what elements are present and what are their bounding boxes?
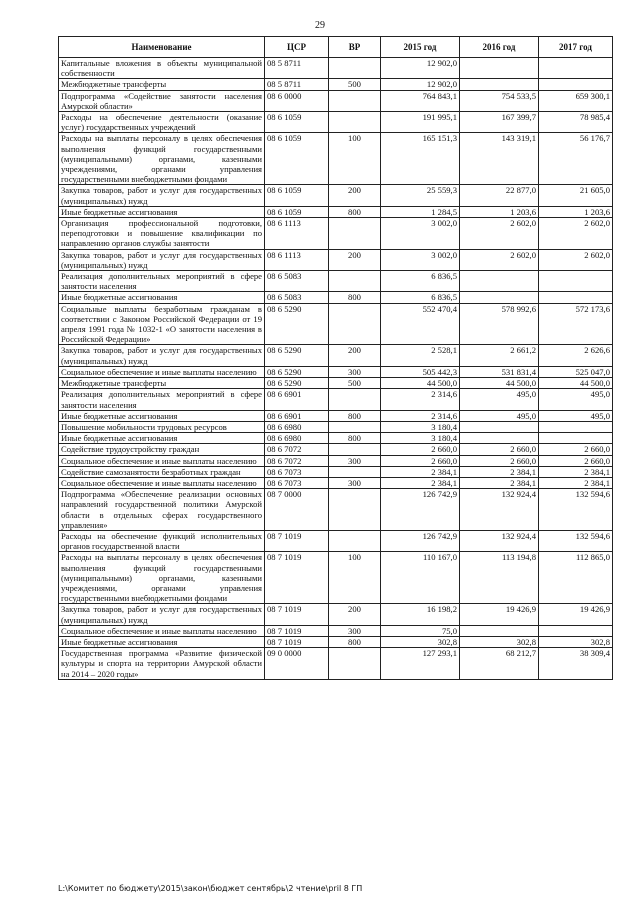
cell-y2016: 2 384,1 (460, 477, 539, 488)
cell-name: Капитальные вложения в объекты муниципальной собственности (59, 58, 265, 79)
cell-y2017: 495,0 (539, 410, 613, 421)
table-row (59, 433, 613, 444)
cell-y2015: 3 002,0 (381, 249, 460, 270)
table-row (59, 185, 613, 206)
cell-y2015: 2 384,1 (381, 466, 460, 477)
table-row (59, 530, 613, 551)
table-row (59, 477, 613, 488)
cell-name: Организация профессиональной подготовки, переподготовки и повышение квалификации по направлению органов службы занятости (59, 218, 265, 250)
cell-y2016 (460, 271, 539, 292)
cell-vr (329, 271, 381, 292)
cell-vr: 300 (329, 625, 381, 636)
cell-vr (329, 389, 381, 410)
cell-name: Иные бюджетные ассигнования (59, 206, 265, 217)
cell-y2017: 132 594,6 (539, 530, 613, 551)
cell-y2016 (460, 625, 539, 636)
cell-y2016: 754 533,5 (460, 90, 539, 111)
cell-y2017: 132 594,6 (539, 489, 613, 531)
table-row (59, 112, 613, 133)
cell-code: 08 6 1059 (265, 185, 329, 206)
cell-y2015: 12 902,0 (381, 79, 460, 90)
cell-y2015: 191 995,1 (381, 112, 460, 133)
cell-y2017: 572 173,6 (539, 303, 613, 345)
cell-y2015: 6 836,5 (381, 292, 460, 303)
cell-code: 08 6 1059 (265, 112, 329, 133)
table-row (59, 90, 613, 111)
cell-code: 08 6 6901 (265, 389, 329, 410)
cell-name: Повышение мобильности трудовых ресурсов (59, 421, 265, 432)
cell-y2016: 2 660,0 (460, 455, 539, 466)
cell-y2017 (539, 433, 613, 444)
header-2017: 2017 год (539, 37, 613, 58)
cell-y2016: 495,0 (460, 410, 539, 421)
table-row (59, 625, 613, 636)
header-2015: 2015 год (381, 37, 460, 58)
cell-y2015: 126 742,9 (381, 489, 460, 531)
cell-y2016: 2 384,1 (460, 466, 539, 477)
cell-vr: 100 (329, 552, 381, 604)
cell-vr (329, 489, 381, 531)
cell-y2015: 2 314,6 (381, 410, 460, 421)
cell-vr: 500 (329, 79, 381, 90)
cell-code: 08 5 8711 (265, 58, 329, 79)
cell-vr: 800 (329, 410, 381, 421)
cell-name: Расходы на обеспечение деятельности (оказание услуг) государственных учреждений (59, 112, 265, 133)
cell-y2017: 78 985,4 (539, 112, 613, 133)
cell-name: Иные бюджетные ассигнования (59, 410, 265, 421)
cell-y2016: 113 194,8 (460, 552, 539, 604)
cell-y2016: 22 877,0 (460, 185, 539, 206)
table-row (59, 292, 613, 303)
table-row (59, 552, 613, 604)
cell-y2015: 3 002,0 (381, 218, 460, 250)
cell-y2016 (460, 433, 539, 444)
cell-y2017: 659 300,1 (539, 90, 613, 111)
table-row (59, 345, 613, 366)
cell-code: 08 6 7072 (265, 455, 329, 466)
cell-y2016 (460, 58, 539, 79)
cell-y2017: 38 309,4 (539, 648, 613, 680)
cell-name: Иные бюджетные ассигнования (59, 292, 265, 303)
cell-y2017 (539, 58, 613, 79)
cell-vr: 200 (329, 249, 381, 270)
cell-y2015: 25 559,3 (381, 185, 460, 206)
cell-y2016: 19 426,9 (460, 604, 539, 625)
cell-name: Расходы на выплаты персоналу в целях обеспечения выполнения функций государственными (муниципальными) органами, казенными учреждениями, органами управления государственными внебюджетными фондами (59, 133, 265, 185)
cell-y2016: 2 660,0 (460, 444, 539, 455)
cell-y2016: 495,0 (460, 389, 539, 410)
cell-code: 08 6 1059 (265, 206, 329, 217)
cell-vr (329, 218, 381, 250)
cell-name: Социальное обеспечение и иные выплаты населению (59, 455, 265, 466)
table-row (59, 648, 613, 680)
cell-y2016 (460, 421, 539, 432)
cell-name: Иные бюджетные ассигнования (59, 433, 265, 444)
cell-y2017: 495,0 (539, 389, 613, 410)
cell-y2017: 2 384,1 (539, 466, 613, 477)
cell-y2015: 2 384,1 (381, 477, 460, 488)
cell-vr: 500 (329, 378, 381, 389)
cell-y2016: 143 319,1 (460, 133, 539, 185)
cell-code: 08 7 1019 (265, 625, 329, 636)
cell-name: Межбюджетные трансферты (59, 378, 265, 389)
cell-y2017: 56 176,7 (539, 133, 613, 185)
cell-y2015: 165 151,3 (381, 133, 460, 185)
cell-code: 08 6 0000 (265, 90, 329, 111)
table-row (59, 79, 613, 90)
cell-y2017 (539, 271, 613, 292)
cell-vr: 200 (329, 604, 381, 625)
table-row (59, 489, 613, 531)
cell-y2016 (460, 292, 539, 303)
cell-vr (329, 444, 381, 455)
cell-name: Подпрограмма «Обеспечение реализации основных направлений государственной политики Амурской области в отдельных сферах государственного управления» (59, 489, 265, 531)
cell-y2015: 1 284,5 (381, 206, 460, 217)
cell-y2015: 2 528,1 (381, 345, 460, 366)
cell-vr (329, 90, 381, 111)
cell-code: 08 6 5083 (265, 271, 329, 292)
cell-y2017 (539, 292, 613, 303)
cell-vr (329, 58, 381, 79)
cell-y2016: 68 212,7 (460, 648, 539, 680)
table-row (59, 206, 613, 217)
cell-name: Межбюджетные трансферты (59, 79, 265, 90)
cell-y2017: 2 384,1 (539, 477, 613, 488)
cell-code: 09 0 0000 (265, 648, 329, 680)
cell-vr (329, 530, 381, 551)
table-row (59, 466, 613, 477)
table-row (59, 218, 613, 250)
cell-code: 08 6 5290 (265, 345, 329, 366)
cell-name: Расходы на обеспечение функций исполнительных органов государственной власти (59, 530, 265, 551)
cell-y2017 (539, 421, 613, 432)
cell-y2016: 2 602,0 (460, 249, 539, 270)
cell-y2015: 127 293,1 (381, 648, 460, 680)
file-path-footer: L:\Комитет по бюджету\2015\закон\бюджет сентябрь\2 чтение\pril 8 ГП (58, 884, 363, 893)
cell-y2016: 578 992,6 (460, 303, 539, 345)
cell-code: 08 6 5290 (265, 303, 329, 345)
cell-vr: 800 (329, 292, 381, 303)
cell-y2015: 2 660,0 (381, 444, 460, 455)
cell-vr (329, 303, 381, 345)
cell-vr: 800 (329, 206, 381, 217)
cell-code: 08 6 6980 (265, 433, 329, 444)
cell-vr (329, 648, 381, 680)
cell-y2016: 132 924,4 (460, 530, 539, 551)
cell-name: Закупка товаров, работ и услуг для государственных (муниципальных) нужд (59, 185, 265, 206)
cell-y2015: 12 902,0 (381, 58, 460, 79)
cell-code: 08 7 1019 (265, 552, 329, 604)
cell-name: Социальное обеспечение и иные выплаты населению (59, 625, 265, 636)
cell-code: 08 7 1019 (265, 530, 329, 551)
header-vr: ВР (329, 37, 381, 58)
table-row (59, 58, 613, 79)
table-row (59, 604, 613, 625)
cell-y2017: 2 660,0 (539, 455, 613, 466)
cell-y2015: 16 198,2 (381, 604, 460, 625)
cell-y2015: 2 314,6 (381, 389, 460, 410)
cell-code: 08 6 1113 (265, 249, 329, 270)
cell-code: 08 6 6901 (265, 410, 329, 421)
cell-y2015: 44 500,0 (381, 378, 460, 389)
cell-y2017 (539, 625, 613, 636)
budget-table (58, 36, 613, 680)
cell-name: Содействие трудоустройству граждан (59, 444, 265, 455)
cell-y2017: 2 602,0 (539, 218, 613, 250)
table-row (59, 636, 613, 647)
cell-y2016: 2 602,0 (460, 218, 539, 250)
cell-y2016: 531 831,4 (460, 366, 539, 377)
cell-code: 08 6 5290 (265, 378, 329, 389)
cell-y2015: 126 742,9 (381, 530, 460, 551)
table-row (59, 249, 613, 270)
cell-vr: 300 (329, 366, 381, 377)
cell-vr (329, 466, 381, 477)
cell-code: 08 7 1019 (265, 636, 329, 647)
table-row (59, 303, 613, 345)
cell-y2016: 2 661,2 (460, 345, 539, 366)
cell-y2017: 19 426,9 (539, 604, 613, 625)
cell-y2015: 3 180,4 (381, 433, 460, 444)
cell-y2015: 3 180,4 (381, 421, 460, 432)
cell-y2017: 2 626,6 (539, 345, 613, 366)
cell-code: 08 7 0000 (265, 489, 329, 531)
cell-code: 08 6 7072 (265, 444, 329, 455)
cell-name: Расходы на выплаты персоналу в целях обеспечения выполнения функций государственными (муниципальными) органами, казенными учреждениями, органами управления государственными внебюджетными фондами (59, 552, 265, 604)
cell-vr: 800 (329, 433, 381, 444)
cell-y2017: 2 602,0 (539, 249, 613, 270)
table-row (59, 421, 613, 432)
cell-y2017: 112 865,0 (539, 552, 613, 604)
cell-name: Социальные выплаты безработным гражданам в соответствии с Законом Российской Федерации от 19 апреля 1991 года № 1032-1 «О занятости населения в Российской Федерации» (59, 303, 265, 345)
cell-vr: 300 (329, 477, 381, 488)
cell-name: Закупка товаров, работ и услуг для государственных (муниципальных) нужд (59, 249, 265, 270)
cell-code: 08 6 5290 (265, 366, 329, 377)
cell-y2017: 21 605,0 (539, 185, 613, 206)
cell-code: 08 6 6980 (265, 421, 329, 432)
cell-name: Содействие самозанятости безработных граждан (59, 466, 265, 477)
cell-name: Социальное обеспечение и иные выплаты населению (59, 477, 265, 488)
cell-name: Государственная программа «Развитие физической культуры и спорта на территории Амурской области на 2014 – 2020 годы» (59, 648, 265, 680)
cell-y2017: 44 500,0 (539, 378, 613, 389)
cell-vr: 800 (329, 636, 381, 647)
cell-vr (329, 112, 381, 133)
cell-y2015: 6 836,5 (381, 271, 460, 292)
cell-vr: 300 (329, 455, 381, 466)
table-body (59, 58, 613, 680)
cell-y2015: 75,0 (381, 625, 460, 636)
header-2016: 2016 год (460, 37, 539, 58)
cell-code: 08 6 7073 (265, 477, 329, 488)
table-header-row (59, 37, 613, 58)
cell-y2017: 302,8 (539, 636, 613, 647)
page-number: 29 (315, 20, 325, 31)
table-row (59, 271, 613, 292)
cell-y2015: 764 843,1 (381, 90, 460, 111)
table-row (59, 366, 613, 377)
cell-name: Иные бюджетные ассигнования (59, 636, 265, 647)
cell-y2016: 1 203,6 (460, 206, 539, 217)
cell-y2015: 110 167,0 (381, 552, 460, 604)
cell-y2016: 302,8 (460, 636, 539, 647)
cell-y2015: 552 470,4 (381, 303, 460, 345)
cell-vr: 200 (329, 185, 381, 206)
cell-y2017: 525 047,0 (539, 366, 613, 377)
cell-code: 08 7 1019 (265, 604, 329, 625)
cell-y2015: 505 442,3 (381, 366, 460, 377)
cell-y2017 (539, 79, 613, 90)
cell-vr: 100 (329, 133, 381, 185)
cell-y2017: 2 660,0 (539, 444, 613, 455)
cell-vr: 200 (329, 345, 381, 366)
cell-vr (329, 421, 381, 432)
table-row (59, 455, 613, 466)
cell-y2016: 132 924,4 (460, 489, 539, 531)
cell-name: Социальное обеспечение и иные выплаты населению (59, 366, 265, 377)
cell-y2017: 1 203,6 (539, 206, 613, 217)
table-row (59, 410, 613, 421)
table-row (59, 444, 613, 455)
table-row (59, 133, 613, 185)
header-name: Наименование (59, 37, 265, 58)
cell-code: 08 6 1059 (265, 133, 329, 185)
cell-y2016: 167 399,7 (460, 112, 539, 133)
cell-name: Реализация дополнительных мероприятий в сфере занятости населения (59, 389, 265, 410)
header-code: ЦСР (265, 37, 329, 58)
cell-code: 08 6 1113 (265, 218, 329, 250)
cell-code: 08 6 5083 (265, 292, 329, 303)
cell-y2015: 302,8 (381, 636, 460, 647)
cell-code: 08 5 8711 (265, 79, 329, 90)
cell-name: Реализация дополнительных мероприятий в сфере занятости населения (59, 271, 265, 292)
cell-y2015: 2 660,0 (381, 455, 460, 466)
cell-name: Подпрограмма «Содействие занятости населения Амурской области» (59, 90, 265, 111)
cell-y2016 (460, 79, 539, 90)
table-row (59, 389, 613, 410)
table-row (59, 378, 613, 389)
cell-name: Закупка товаров, работ и услуг для государственных (муниципальных) нужд (59, 604, 265, 625)
cell-name: Закупка товаров, работ и услуг для государственных (муниципальных) нужд (59, 345, 265, 366)
cell-code: 08 6 7073 (265, 466, 329, 477)
cell-y2016: 44 500,0 (460, 378, 539, 389)
